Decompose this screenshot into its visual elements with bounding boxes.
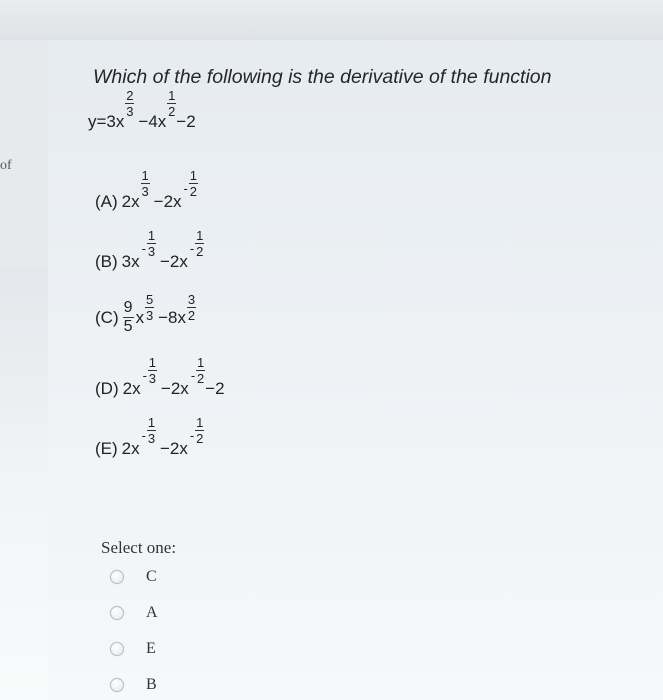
exponent-fraction: [125, 89, 134, 118]
exponent-numerator: 1: [196, 228, 204, 243]
function-tail: −2: [176, 112, 196, 131]
choice-term: −8x: [158, 307, 186, 327]
question-text: Which of the following is the derivative of the function: [93, 66, 552, 88]
exponent-fraction: [148, 356, 157, 385]
exponent-sign: -: [190, 368, 196, 383]
exponent-denominator: 3: [126, 104, 134, 119]
radio-button[interactable]: [110, 642, 124, 656]
exponent-sign: -: [141, 428, 146, 443]
radio-button[interactable]: [110, 570, 124, 584]
exponent-fraction: [147, 229, 156, 258]
exponent-numerator: 1: [197, 355, 205, 370]
exponent-denominator: 2: [189, 184, 197, 199]
choice-term: −2x: [159, 252, 188, 271]
exponent-denominator: 2: [168, 104, 176, 119]
choice-term: 2x: [122, 379, 141, 398]
exponent-denominator: 2: [196, 431, 204, 446]
choice-term: −2x: [153, 192, 182, 211]
choice-term: −2x: [160, 379, 189, 398]
exponent-denominator: 2: [197, 371, 205, 386]
answer-option-e[interactable]: [110, 640, 156, 658]
exponent-numerator: 1: [189, 168, 197, 183]
radio-button[interactable]: [110, 678, 124, 692]
choice-term: −2x: [159, 439, 188, 458]
choice-term: 3x: [121, 252, 140, 271]
exponent-sign: -: [189, 428, 195, 443]
choice-label: (B): [95, 252, 118, 271]
exponent-fraction: [147, 416, 156, 445]
select-one-label: Select one:: [101, 538, 177, 557]
exponent-fraction: [145, 293, 154, 322]
choice-label: (E): [95, 439, 118, 458]
coefficient-denominator: 5: [123, 318, 133, 335]
exponent-numerator: 2: [126, 88, 134, 103]
function-middle-term: −4x: [138, 112, 167, 131]
exponent-denominator: 3: [141, 184, 149, 199]
choice-term: 2x: [121, 439, 140, 458]
exponent-numerator: 3: [187, 292, 196, 307]
exponent-numerator: 5: [145, 292, 154, 307]
radio-button[interactable]: [110, 606, 124, 620]
function-expression: [88, 88, 196, 132]
question-info-sidebar: [0, 40, 49, 268]
coefficient-fraction: [123, 300, 134, 335]
choice-tail: −2: [205, 379, 225, 398]
exponent-sign: -: [141, 241, 146, 256]
answer-option-c[interactable]: [110, 568, 157, 586]
exponent-denominator: 2: [196, 244, 204, 259]
function-lhs: y=3x: [88, 112, 125, 131]
exponent-fraction: [187, 293, 196, 322]
exponent-denominator: 3: [147, 431, 156, 446]
exponent-fraction: [196, 356, 205, 385]
choice-label: (D): [95, 379, 119, 398]
exponent-numerator: 1: [168, 88, 176, 103]
exponent-numerator: 1: [141, 168, 149, 183]
exponent-sign: -: [189, 241, 195, 256]
choice-d: [95, 355, 225, 399]
exponent-fraction: [141, 169, 150, 198]
option-label[interactable]: C: [146, 568, 157, 585]
exponent-sign: -: [142, 368, 147, 383]
sidebar-text: of: [0, 158, 12, 173]
choice-b: [95, 228, 204, 272]
choice-c: [95, 292, 196, 335]
answer-option-a[interactable]: [110, 604, 158, 622]
exponent-denominator: 3: [145, 308, 154, 323]
choice-e: [95, 415, 204, 459]
exponent-numerator: 1: [147, 415, 156, 430]
exponent-numerator: 1: [196, 415, 204, 430]
exponent-sign: -: [183, 181, 188, 196]
exponent-fraction: [195, 229, 204, 258]
exponent-denominator: 2: [187, 308, 196, 323]
option-label[interactable]: B: [146, 676, 157, 693]
exponent-fraction: [167, 89, 176, 118]
exponent-numerator: 1: [147, 228, 156, 243]
choice-label: (A): [95, 192, 118, 211]
choice-term: 2x: [121, 192, 140, 211]
exponent-numerator: 1: [148, 355, 157, 370]
coefficient-numerator: 9: [123, 299, 133, 316]
choice-a: [95, 168, 198, 212]
choice-label: (C): [95, 307, 119, 327]
exponent-denominator: 3: [148, 371, 157, 386]
option-label[interactable]: A: [146, 604, 158, 621]
top-strip: [0, 0, 663, 40]
choice-term: x: [135, 307, 145, 327]
exponent-denominator: 3: [147, 244, 156, 259]
answer-option-b[interactable]: [110, 676, 157, 694]
exponent-fraction: [195, 416, 204, 445]
option-label[interactable]: E: [146, 640, 156, 657]
exponent-fraction: [189, 169, 198, 198]
